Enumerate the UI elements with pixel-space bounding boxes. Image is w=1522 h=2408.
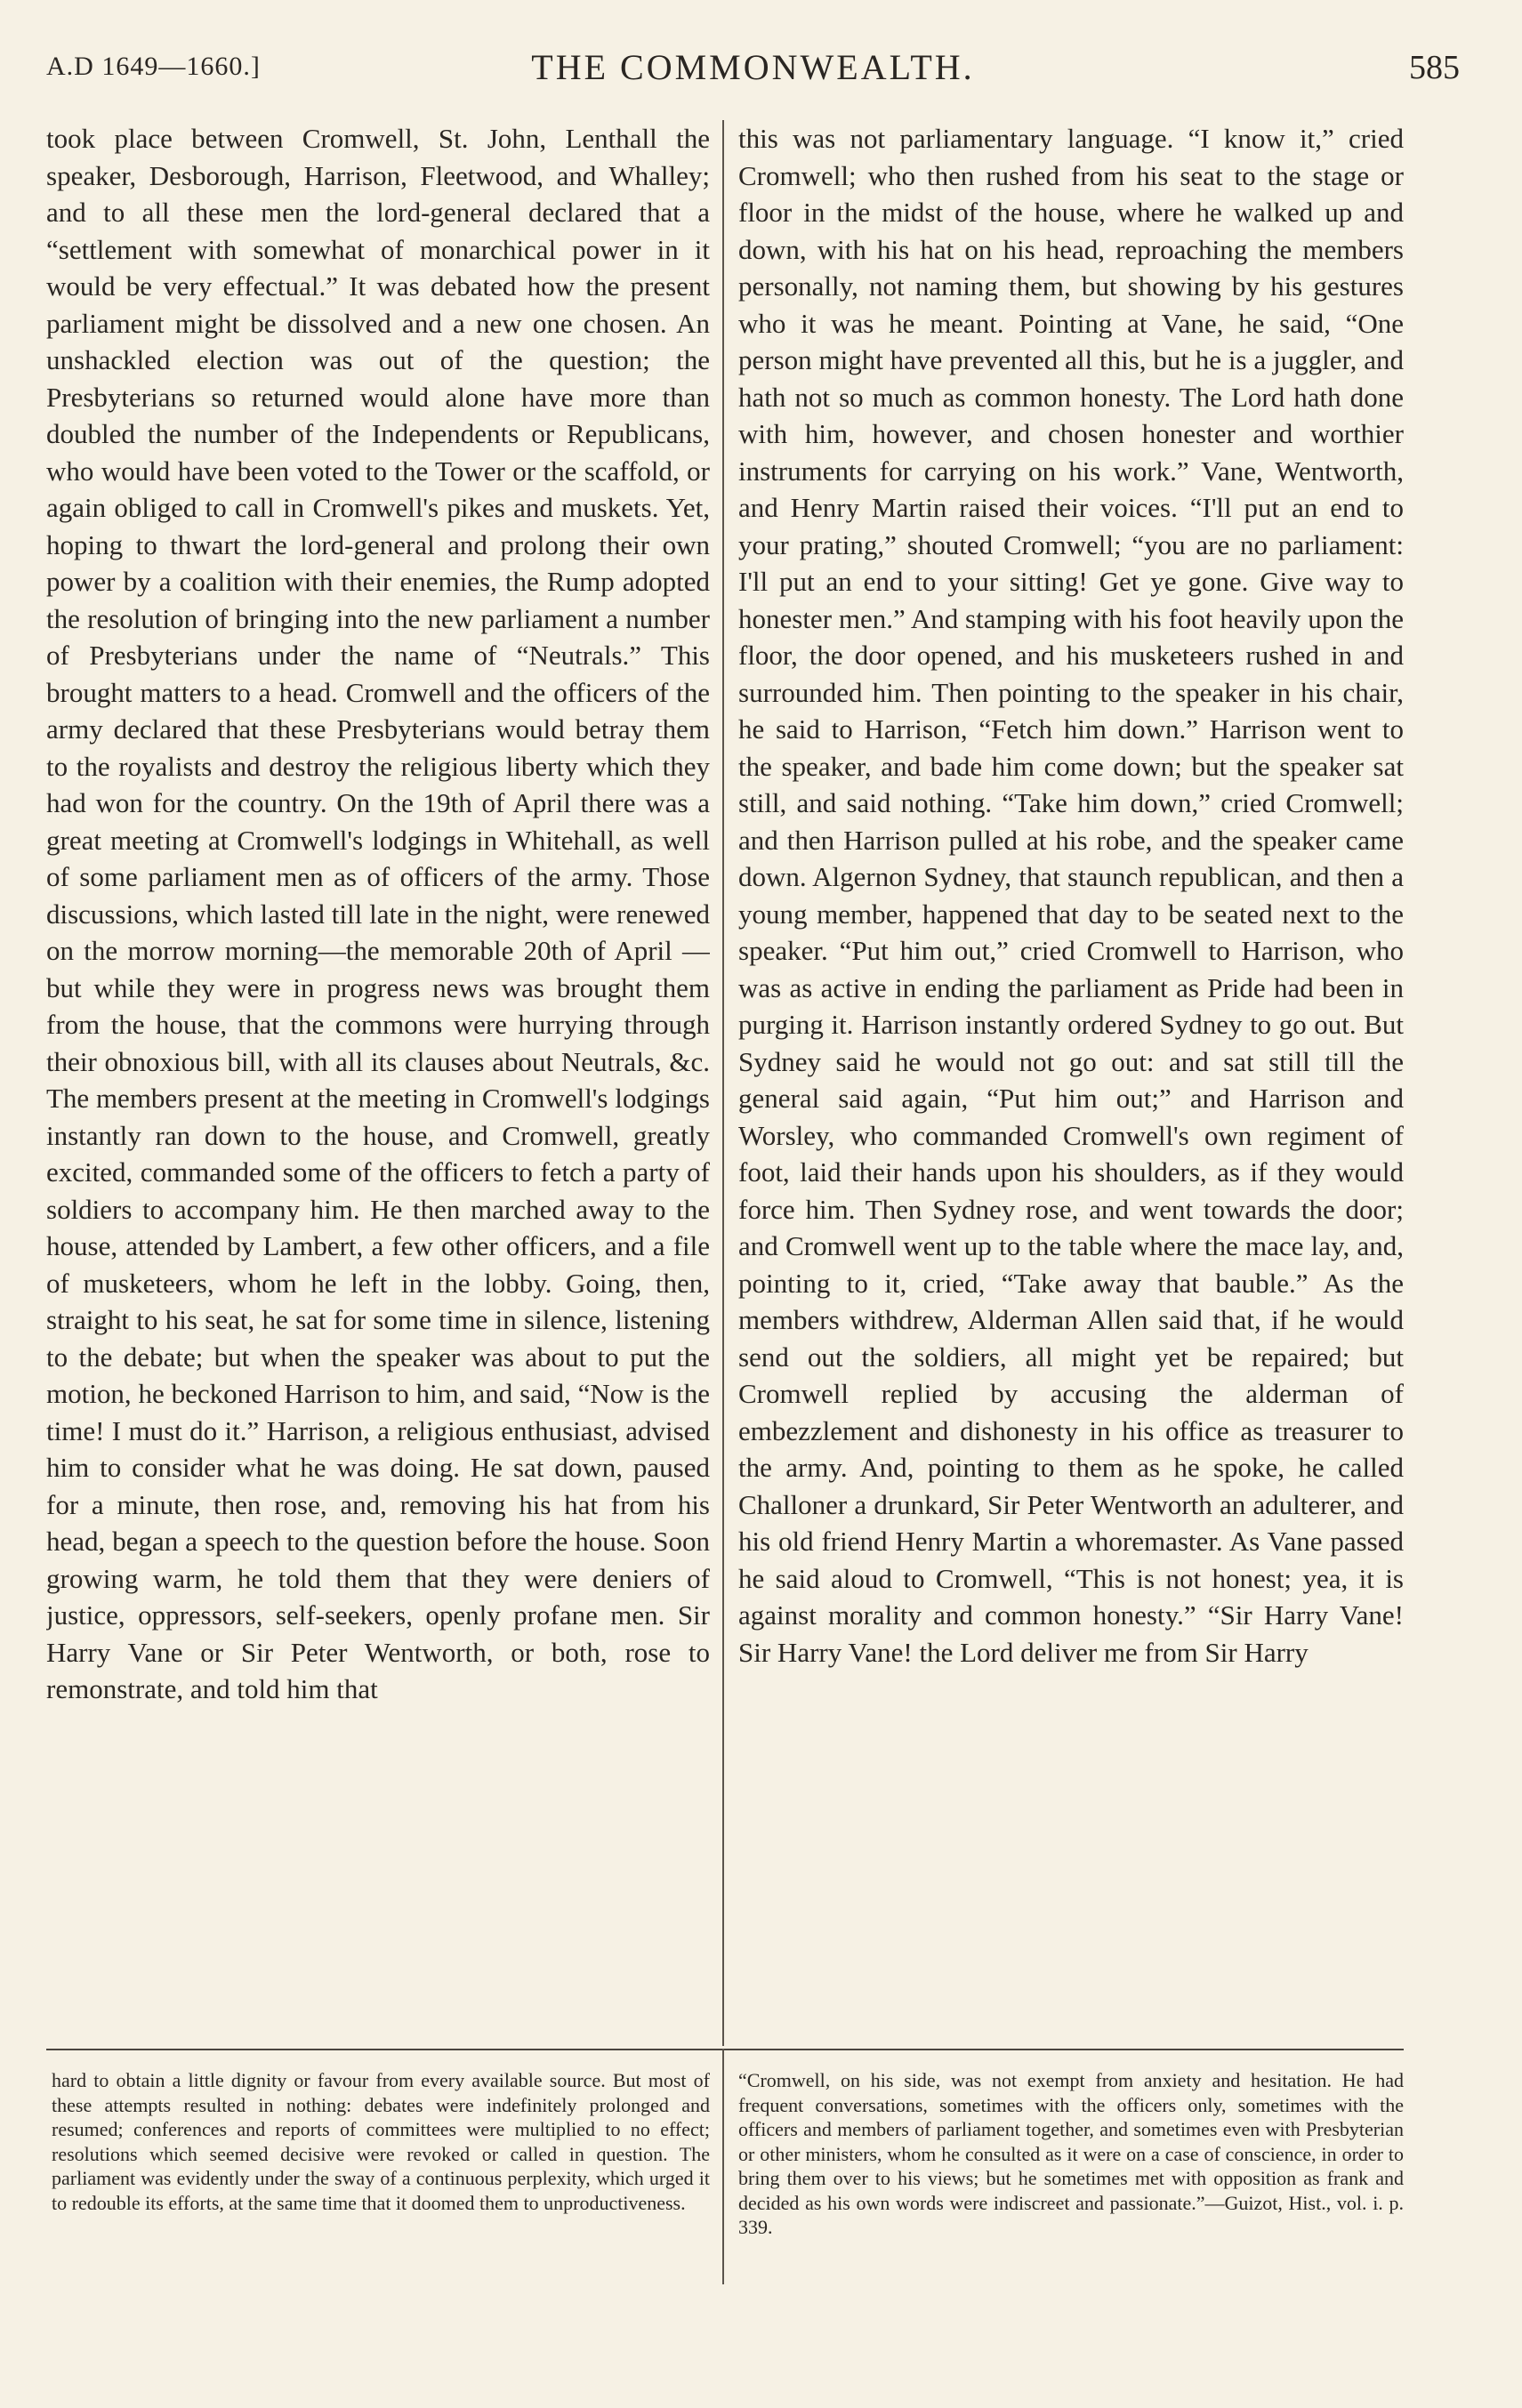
page-number: 585 [1409,49,1460,86]
running-head [46,46,1460,89]
body-text-left: took place between Cromwell, St. John, Lenthall the speaker, Desborough, Harrison, Fleetwood, and Whalley; and to all these men the lord-general declared that a “settlement with somewhat of monarchical power in it would be very effectual.” It was debated how the present parliament might be dissolved and a new one chosen. An unshackled election was out of the question; the Presbyterians so returned would alone have more than doubled the number of the Independents or Republicans, who would have been voted to the Tower or the scaffold, or again obliged to call in Cromwell's pikes and muskets. Yet, hoping to thwart the lord-general and prolong their own power by a coalition with their enemies, the Rump adopted the resolution of bringing into the new parliament a number of Presbyterians under the name of “Neutrals.” This brought matters to a head. Cromwell and the officers of the army declared that these Presbyterians would betray them to the royalists and destroy the religious liberty which they had won for the country. On the 19th of April there was a great meeting at Cromwell's lodgings in Whitehall, as well of some parliament men as of officers of the army. Those discussions, which lasted till late in the night, were renewed on the morrow morning—the memorable 20th of April —but while they were in progress news was brought them from the house, that the commons were hurrying through their obnoxious bill, with all its clauses about Neutrals, &c. The members present at the meeting in Cromwell's lodgings instantly ran down to the house, and Cromwell, greatly excited, commanded some of the officers to fetch a party of soldiers to accompany him. He then marched away to the house, attended by Lambert, a few other officers, and a file of musketeers, whom he left in the lobby. Going, then, straight to his seat, he sat for some time in silence, listening to the debate; but when the speaker was about to put the motion, he beckoned Harrison to him, and said, “Now is the time! I must do it.” Harrison, a religious enthusiast, advised him to consider what he was doing. He sat down, paused for a minute, then rose, and, removing his hat from his head, began a speech to the question before the house. Soon growing warm, he told them that they were deniers of justice, oppressors, self-seekers, openly profane men. Sir Harry Vane or Sir Peter Wentworth, or both, rose to remonstrate, and told him that [46,123,710,1704]
footnote-left [52,2068,710,2291]
page-title: THE COMMONWEALTH. [531,47,975,87]
footnote-text-left: hard to obtain a little dignity or favour from every available source. But most of these attempts resulted in nothing: debates were indefinitely prolonged and resumed; conferences and reports of committees were multiplied to no effect; resolutions which seemed decisive were revoked or called in question. The parliament was evidently under the sway of a continuous perplexity, which urged it to redouble its efforts, at the same time that it doomed them to unproductiveness. [52,2069,710,2214]
footnote-right [738,2068,1404,2291]
body-column-right [738,120,1404,2042]
footnote-rule [46,2049,1404,2050]
date-range: A.D 1649—1660.] [46,52,261,81]
body-column-left [46,120,710,2042]
footnote-column-divider [722,2049,724,2284]
body-text-right: this was not parliamentary language. “I know it,” cried Cromwell; who then rushed from his seat to the stage or floor in the midst of the house, where he walked up and down, with his hat on his head, reproaching the members personally, not naming them, but showing by his gestures who it was he meant. Pointing at Vane, he said, “One person might have prevented all this, but he is a juggler, and hath not so much as common honesty. The Lord hath done with him, however, and chosen honester and worthier instruments for carrying on his work.” Vane, Wentworth, and Henry Martin raised their voices. “I'll put an end to your prating,” shouted Cromwell; “you are no parliament: I'll put an end to your sitting! Get ye gone. Give way to honester men.” And stamping with his foot heavily upon the floor, the door opened, and his musketeers rushed in and surrounded him. Then pointing to the speaker in his chair, he said to Harrison, “Fetch him down.” Harrison went to the speaker, and bade him come down; but the speaker sat still, and said nothing. “Take him down,” cried Cromwell; and then Harrison pulled at his robe, and the speaker came down. Algernon Sydney, that staunch republican, and then a young member, happened that day to be seated next to the speaker. “Put him out,” cried Cromwell to Harrison, who was as active in ending the parliament as Pride had been in purging it. Harrison instantly ordered Sydney to go out. But Sydney said he would not go out: and sat still till the general said again, “Put him out;” and Harrison and Worsley, who commanded Cromwell's own regiment of foot, laid their hands upon his shoulders, as if they would force him. Then Sydney rose, and went towards the door; and Cromwell went up to the table where the mace lay, and, pointing to it, cried, “Take away that bauble.” As the members withdrew, Alderman Allen said that, if he would send out the soldiers, all might yet be repaired; but Cromwell replied by accusing the alderman of embezzlement and dishonesty in his office as treasurer to the army. And, pointing to them as he spoke, he called Challoner a drunkard, Sir Peter Wentworth an adulterer, and his old friend Henry Martin a whoremaster. As Vane passed he said aloud to Cromwell, “This is not honest; yea, it is against morality and common honesty.” “Sir Harry Vane! Sir Harry Vane! the Lord deliver me from Sir Harry [738,123,1404,1668]
footnote-text-right: “Cromwell, on his side, was not exempt from anxiety and hesitation. He had frequent conversations, sometimes with the officers only, sometimes with the officers and members of parliament together, and sometimes even with Presbyterian or other ministers, whom he consulted as it were on a case of conscience, in order to bring them over to his views; but he sometimes met with opposition as frank and decided as his own words were indiscreet and passionate.”—Guizot, Hist., vol. i. p. 339. [738,2069,1404,2238]
column-divider [722,120,724,2046]
